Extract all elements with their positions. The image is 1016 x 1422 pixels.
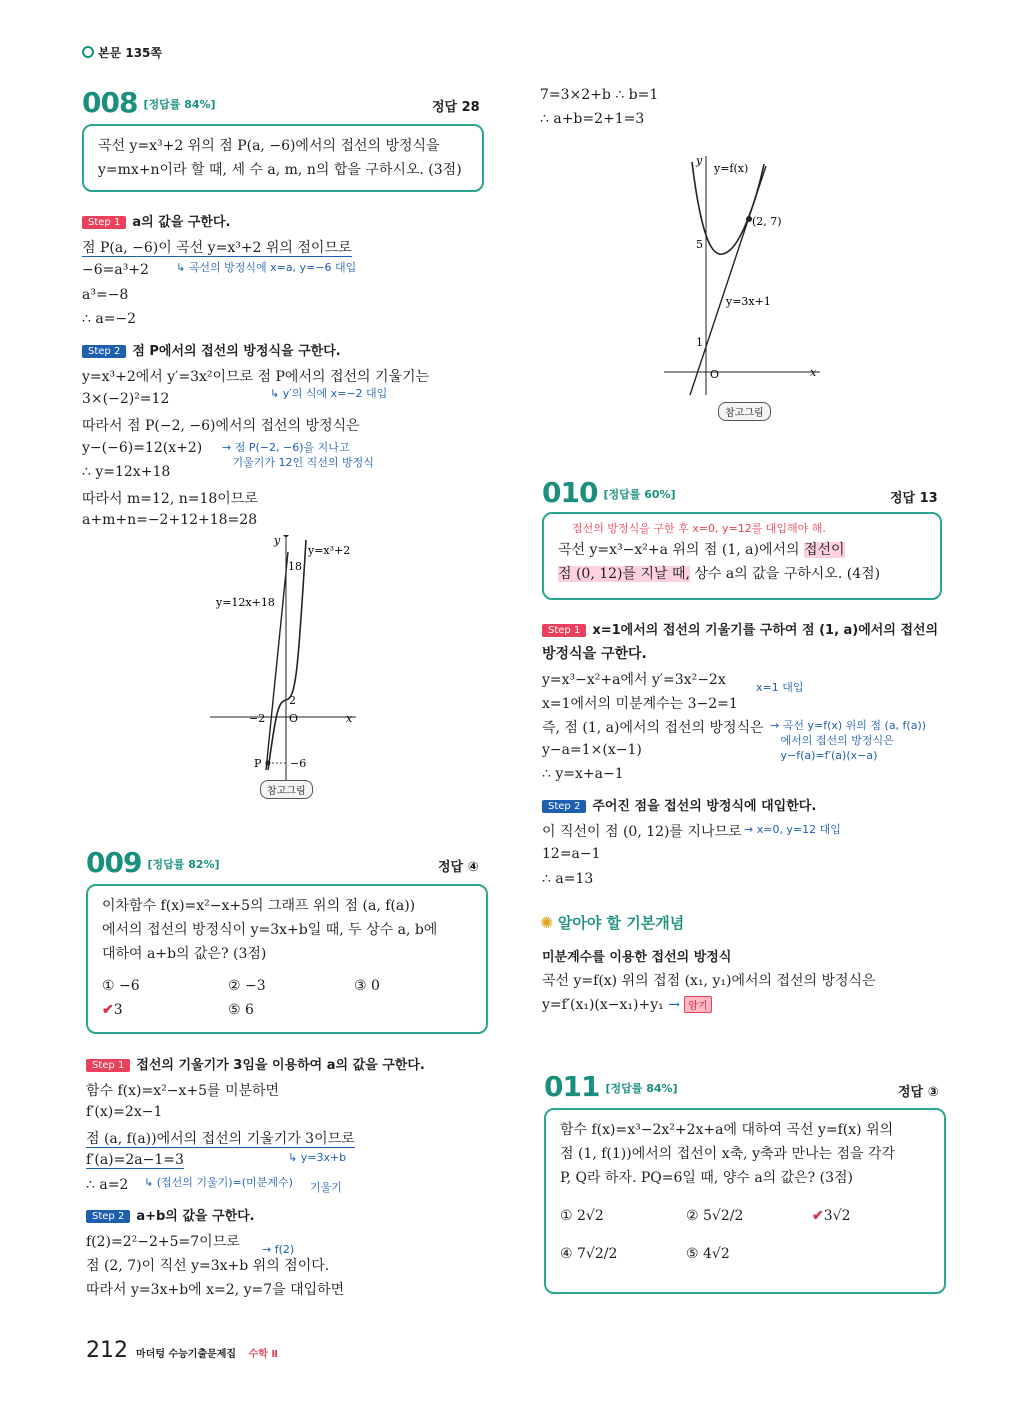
annotation: 기울기 [310,1181,342,1194]
memorize-badge: 암기 [684,996,711,1013]
answer-label: 정답 ③ [898,1085,939,1100]
svg-text:1: 1 [696,336,703,349]
question-box-009: 이차함수 f(x)=x²−x+5의 그래프 위의 점 (a, f(a)) 에서의 접선의 방정식이 y=3x+b일 때, 두 상수 a, b에 대하여 a+b의 값은? (3점) ① −6 ② −3 ③ 0 ✔3 ⑤ 6 [86,884,488,1034]
svg-text:y: y [274,534,281,547]
curve-label: y=x³+2 [308,544,351,557]
reference-figure-badge: 참고그림 [718,402,771,421]
choice-1: ① −6 [102,978,140,994]
choice-2: ② 5√2/2 [686,1208,744,1224]
problem-header-009: 009 [정답률 82%] [86,846,220,879]
y-intercept-label: 18 [288,560,302,573]
choice-1: ① 2√2 [560,1208,604,1224]
svg-text:5: 5 [696,238,703,251]
svg-text:x: x [346,712,353,725]
choice-5: ⑤ 4√2 [686,1246,730,1262]
problem-header-011: 011 [정답률 84%] [544,1070,678,1103]
tangent-line [690,166,766,395]
graph-009 [660,150,830,400]
step-2-header: Step 2 주어진 점을 접선의 방정식에 대입한다. [542,795,816,814]
svg-text:P: P [254,757,262,770]
annotation: ↳ y′의 식에 x=−2 대입 [270,387,388,400]
svg-text:x: x [810,366,817,379]
svg-text:(2, 7): (2, 7) [752,215,782,228]
line-label: y=12x+18 [216,596,275,609]
problem-header-010: 010 [정답률 60%] [542,476,676,509]
reference-figure-badge: 참고그림 [260,780,313,799]
page-footer: 212 마더텅 수능기출문제집 수학 Ⅱ [86,1338,278,1363]
answer-label: 정답 28 [432,100,480,115]
annotation: ↳ (접선의 기울기)=(미분계수) [144,1176,293,1189]
annotation: → 곡선 y=f(x) 위의 점 (a, f(a)) 에서의 접선의 방정식은 y−f(a)=f′(a)(x−a) [770,719,927,762]
annotation: x=1 대입 [756,681,804,694]
problem-header-008 [82,86,216,119]
choice-5: ⑤ 6 [228,1002,254,1018]
answer-label: 정답 13 [890,491,938,506]
hint-note: 접선의 방정식을 구한 후 x=0, y=12를 대입해야 해. [572,522,826,535]
check-icon: ✔ [102,1002,114,1018]
svg-text:y: y [696,154,703,167]
check-icon: ✔ [812,1208,824,1224]
choice-4: ④ 7√2/2 [560,1246,618,1262]
annotation: → 점 P(−2, −6)을 지나고 기울기가 12인 직선의 방정식 [222,441,374,469]
step-1-header: Step 1 x=1에서의 접선의 기울기를 구하여 점 (1, a)에서의 접선의 [542,619,938,638]
svg-text:O: O [289,712,299,725]
annotation: ↳ y=3x+b [288,1151,347,1164]
svg-text:O: O [710,368,720,381]
annotation: ↳ 곡선의 방정식에 x=a, y=−6 대입 [176,261,357,274]
svg-text:2: 2 [289,694,296,707]
choice-2: ② −3 [228,978,266,994]
svg-text:−6: −6 [290,757,307,770]
correct-rate: [정답률 84%] [143,98,216,111]
cubic-curve [268,540,306,770]
step-1-header: Step 1 접선의 기울기가 3임을 이용하여 a의 값을 구한다. [86,1054,425,1073]
annotation: → f(2) [262,1243,295,1256]
question-box-010: 접선의 방정식을 구한 후 x=0, y=12를 대입해야 해. 곡선 y=x³−x²+a 위의 점 (1, a)에서의 접선이 점 (0, 12)를 지날 때, 상수 a의 값을 구하시오. (4점) [542,512,942,600]
choice-3-checked: ✔3√2 [812,1204,850,1228]
step-1-header: Step 1 a의 값을 구한다. [82,211,230,230]
page-number: 212 [86,1338,128,1363]
choice-4-checked: ✔3 [102,998,228,1022]
problem-number: 008 [82,86,138,119]
annotation: → x=0, y=12 대입 [744,823,841,836]
question-box-008: 곡선 y=x³+2 위의 점 P(a, −6)에서의 접선의 방정식을 y=mx+n이라 할 때, 세 수 a, m, n의 합을 구하시오. (3점) [82,124,484,192]
step-2-header: Step 2 점 P에서의 접선의 방정식을 구한다. [82,340,341,359]
step-2-header: Step 2 a+b의 값을 구한다. [86,1205,255,1224]
circle-icon [82,46,94,58]
svg-text:−2: −2 [249,712,266,725]
lightbulb-icon: ✺ [540,913,554,932]
answer-label: 정답 ④ [438,860,479,875]
point-p [266,761,271,766]
graph-008 [206,532,366,802]
tangent-line [266,552,288,770]
concept-header: ✺ 알아야 할 기본개념 [540,913,685,932]
question-box-011: 함수 f(x)=x³−2x²+2x+a에 대하여 곡선 y=f(x) 위의 점 (1, f(1))에서의 접선이 x축, y축과 만나는 점을 각각 P, Q라 하자. PQ=6일 때, 양수 a의 값은? (3점) ① 2√2 ② 5√2/2 ✔3√2 ④ 7√2/2 ⑤ 4√2 [544,1108,946,1294]
page-reference: 본문 135쪽 [82,44,162,61]
choice-3: ③ 0 [354,978,380,994]
concept-subtitle: 미분계수를 이용한 접선의 방정식 [542,950,732,965]
svg-text:y=3x+1: y=3x+1 [726,295,771,308]
svg-text:y=f(x): y=f(x) [714,162,749,175]
